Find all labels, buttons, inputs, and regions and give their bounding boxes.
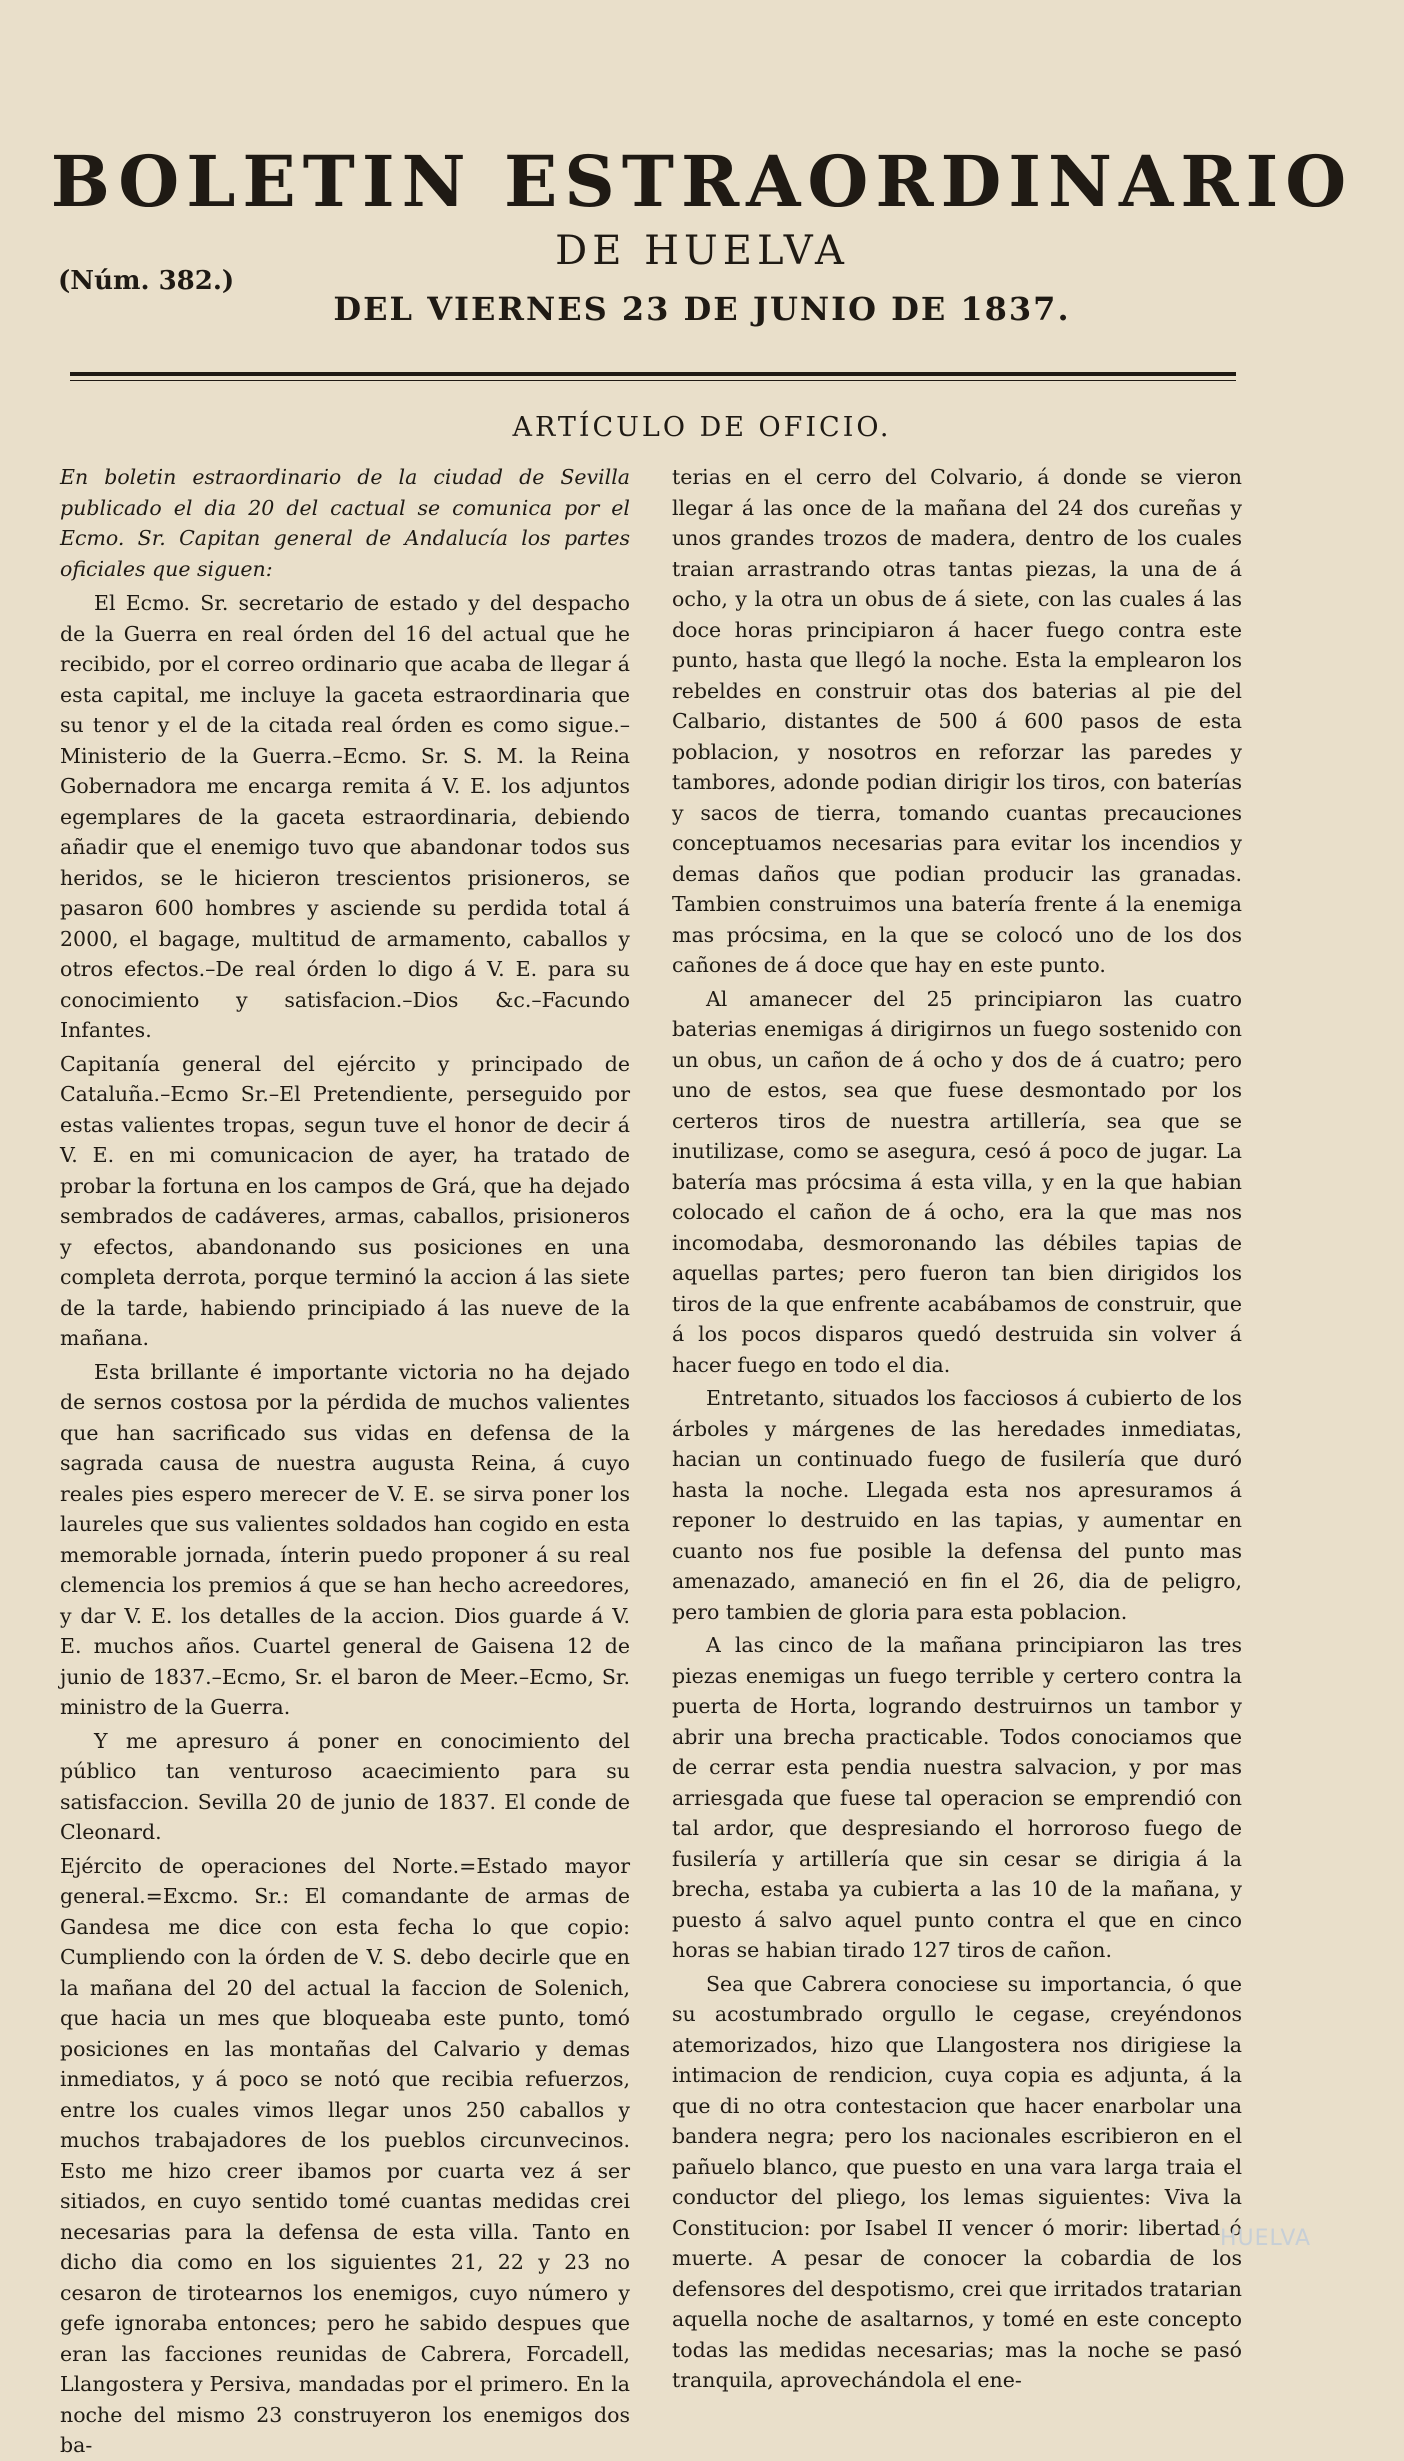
issue-number: (Núm. 382.) — [58, 266, 235, 296]
right-column — [672, 462, 1242, 2392]
article-paragraph: El Ecmo. Sr. secretario de estado y del despacho de la Guerra en real órden del 16 del actual que he recibido, por el correo ordinario que acaba de llegar á esta capital, me incluye la gaceta estraordinaria que su tenor y el de la citada real órden es como sigue.–Ministerio de la Guerra.–Ecmo. Sr. S. M. la Reina Gobernadora me encarga remita á V. E. los adjuntos egemplares de la gaceta estraordinaria, debiendo añadir que el enemigo tuvo que abandonar todos sus heridos, se le hicieron trescientos prisioneros, se pasaron 600 hombres y asciende su perdida total á 2000, el bagage, multitud de armamento, caballos y otros efectos.–De real órden lo digo á V. E. para su conocimiento y satisfacion.–Dios &c.–Facundo Infantes. — [60, 591, 630, 1042]
watermark: HUELVA — [1220, 2226, 1312, 2251]
article-paragraph: terias en el cerro del Colvario, á donde se vieron llegar á las once de la mañana del 24 dos cureñas y unos grandes trozos de madera, dentro de los cuales traian arrastrando otras tantas piezas, la una de á ocho, y la otra un obus de á siete, con las cuales á las doce horas principiaron á hacer fuego contra este punto, hasta que llegó la noche. Esta la emplearon los rebeldes en construir otas dos baterias al pie del Calbario, distantes de 500 á 600 pasos de esta poblacion, y nosotros en reforzar las paredes y tambores, adonde podian dirigir los tiros, con baterías y sacos de tierra, tomando cuantas precauciones conceptuamos necesarias para evitar los incendios y demas daños que podian producir las granadas. Tambien construimos una batería frente á la enemiga mas prócsima, en la que se colocó uno de los dos cañones de á doce que hay en este punto. — [672, 465, 1242, 977]
article-paragraph: Capitanía general del ejército y principado de Cataluña.–Ecmo Sr.–El Pretendiente, perseguido por estas valientes tropas, segun tuve el honor de decir á V. E. en mi comunicacion de ayer, ha tratado de probar la fortuna en los campos de Grá, que ha dejado sembrados de cadáveres, armas, caballos, prisioneros y efectos, abandonando sus posiciones en una completa derrota, porque terminó la accion á las siete de la tarde, habiendo principiado á las nueve de la mañana. — [60, 1051, 630, 1350]
article-paragraph: Sea que Cabrera conociese su importancia, ó que su acostumbrado orgullo le cegase, creyéndonos atemorizados, hizo que Llangostera nos dirigiese la intimacion de rendicion, cuya copia es adjunta, á la que di no otra contestacion que hacer enarbolar una bandera negra; pero los nacionales escribieron en el pañuelo blanco, que puesto en una vara larga traia el conductor del pliego, los lemas siguientes: Viva la Constitucion: por Isabel II vencer ó morir: libertad ó muerte. A pesar de conocer la cobardia de los defensores del despotismo, crei que irritados tratarian aquella noche de asaltarnos, y tomé en este concepto todas las medidas necesarias; mas la noche se pasó tranquila, aprovechándola el ene- — [672, 1971, 1242, 2392]
masthead-rule — [70, 372, 1236, 376]
section-title: ARTÍCULO DE OFICIO. — [512, 412, 892, 443]
article-paragraph: Esta brillante é importante victoria no ha dejado de sernos costosa por la pérdida de muchos valientes que han sacrificado sus vidas en defensa de la sagrada causa de nuestra augusta Reina, á cuyo reales pies espero merecer de V. E. se sirva poner los laureles que sus valientes soldados han cogido en esta memorable jornada, ínterin puedo proponer á su real clemencia los premios á que se han hecho acreedores, y dar V. E. los detalles de la accion. Dios guarde á V. E. muchos años. Cuartel general de Gaisena 12 de junio de 1837.–Ecmo, Sr. el baron de Meer.–Ecmo, Sr. ministro de la Guerra. — [60, 1359, 630, 1719]
newspaper-title: BOLETIN ESTRAORDINARIO — [50, 140, 1354, 223]
issue-date: DEL VIERNES 23 DE JUNIO DE 1837. — [333, 290, 1071, 328]
article-paragraph: Y me apresuro á poner en conocimiento del público tan venturoso acaecimiento para su satisfaccion. Sevilla 20 de junio de 1837. El conde de Cleonard. — [60, 1728, 630, 1844]
left-column — [60, 462, 630, 2457]
article-paragraph: Al amanecer del 25 principiaron las cuatro baterias enemigas á dirigirnos un fuego sostenido con un obus, un cañon de á ocho y dos de á cuatro; pero uno de estos, sea que fuese desmontado por los certeros tiros de nuestra artillería, sea que se inutilizase, como se asegura, cesó á poco de jugar. La batería mas prócsima á esta villa, y en la que habian colocado el cañon de á ocho, era la que mas nos incomodaba, desmoronando las débiles tapias de aquellas partes; pero fueron tan bien dirigidos los tiros de la que enfrente acabábamos de construir, que á los pocos disparos quedó destruida sin volver á hacer fuego en todo el dia. — [672, 986, 1242, 1377]
newspaper-subtitle: DE HUELVA — [555, 228, 849, 274]
article-paragraph: Entretanto, situados los facciosos á cubierto de los árboles y márgenes de las heredades inmediatas, hacian un continuado fuego de fusilería que duró hasta la noche. Llegada esta nos apresuramos á reponer lo destruido en las tapias, y aumentar en cuanto nos fue posible la defensa del punto mas amenazado, amaneció en fin el 26, dia de peligro, pero tambien de gloria para esta poblacion. — [672, 1386, 1242, 1624]
masthead-rule-thin — [70, 380, 1236, 381]
masthead — [0, 0, 1404, 410]
article-lead: En boletin estraordinario de la ciudad de Sevilla publicado el dia 20 del cactual se comunica por el Ecmo. Sr. Capitan general de Andalucía los partes oficiales que siguen: — [60, 465, 630, 581]
article-paragraph: Ejército de operaciones del Norte.=Estado mayor general.=Excmo. Sr.: El comandante de armas de Gandesa me dice con esta fecha lo que copio: Cumpliendo con la órden de V. S. debo decirle que en la mañana del 20 del actual la faccion de Solenich, que hacia un mes que bloqueaba este punto, tomó posiciones en las montañas del Calvario y demas inmediatos, y á poco se notó que recibia refuerzos, entre los cuales vimos llegar unos 250 caballos y muchos trabajadores de los pueblos circunvecinos. Esto me hizo creer ibamos por cuarta vez á ser sitiados, en cuyo sentido tomé cuantas medidas crei necesarias para la defensa de esta villa. Tanto en dicho dia como en los siguientes 21, 22 y 23 no cesaron de tirotearnos los enemigos, cuyo número y gefe ignoraba entonces; pero he sabido despues que eran las facciones reunidas de Cabrera, Forcadell, Llangostera y Persiva, mandadas por el primero. En la noche del mismo 23 construyeron los enemigos dos ba- — [60, 1853, 630, 2457]
article-paragraph: A las cinco de la mañana principiaron las tres piezas enemigas un fuego terrible y certero contra la puerta de Horta, logrando destruirnos un tambor y abrir una brecha practicable. Todos conociamos que de cerrar esta pendia nuestra salvacion, y por mas arriesgada que fuese tal operacion se emprendió con tal ardor, que despresiando el horroroso fuego de fusilería y artillería que sin cesar se dirigia á la brecha, estaba ya cubierta a las 10 de la mañana, y puesto á salvo aquel punto contra el que en cinco horas se habian tirado 127 tiros de cañon. — [672, 1633, 1242, 1962]
